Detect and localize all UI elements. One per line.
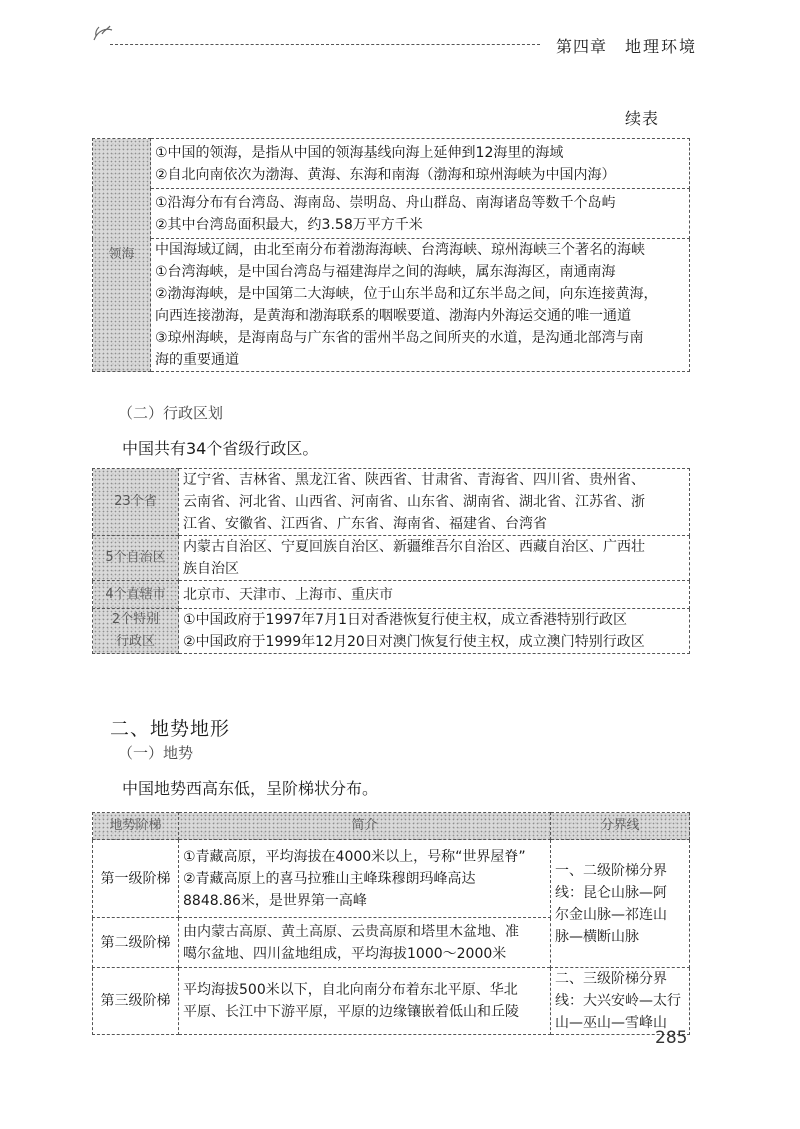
admin-paragraph: 中国共有34个省级行政区。: [122, 439, 319, 458]
provinces-list: [179, 469, 690, 536]
text-line: 8848.86米，是世界第一高峰: [183, 892, 367, 909]
text-line: 由内蒙古高原、黄土高原、云贵高原和塔里木盆地、准: [183, 923, 519, 940]
text-line: ①台湾海峡，是中国台湾岛与福建海岸之间的海峡，属东海海区，南通南海: [155, 264, 616, 280]
sar-label: [93, 609, 179, 654]
second-step-label: 第二级阶梯: [93, 918, 179, 968]
first-step-label: 第一级阶梯: [93, 840, 179, 918]
text-line: ②其中台湾岛面积最大，约3.58万平方千米: [155, 216, 423, 233]
municipalities-list: [179, 581, 690, 609]
table1-row-islands: [151, 189, 690, 239]
text-line: 噶尔盆地、四川盆地组成，平均海拔1000～2000米: [183, 945, 507, 962]
autonomous-regions-label: 5个自治区: [93, 536, 179, 581]
table-continued-label: 续表: [625, 109, 660, 128]
text-line: ②渤海海峡，是中国第二大海峡，位于山东半岛和辽东半岛之间，向东连接黄海，: [155, 286, 658, 302]
text-line: ②青藏高原上的喜马拉雅山主峰珠穆朗玛峰高达: [183, 870, 476, 887]
terrain-subheading: （一）地势: [118, 744, 194, 762]
table1-side-label: 领海: [93, 139, 151, 372]
territorial-sea-table: [92, 138, 690, 372]
text-line: 线：昆仑山脉—阿: [555, 884, 667, 901]
autonomous-regions-list: [179, 536, 690, 581]
text-line: 二、三级阶梯分界: [555, 971, 667, 987]
text-line: ①青藏高原，平均海拔在4000米以上，号称“世界屋脊”: [183, 848, 526, 865]
text-line: ①中国政府于1997年7月1日对香港恢复行使主权，成立香港特别行政区: [183, 612, 627, 628]
chapter-title: 地理环境: [625, 37, 698, 56]
text-line: ②自北向南依次为渤海、黄海、东海和南海（渤海和琼州海峡为中国内海）: [155, 166, 616, 183]
text-line: 尔金山脉—祁连山: [555, 906, 667, 923]
header-step: 地势阶梯: [93, 813, 179, 840]
text-line: 山—巫山—雪峰山: [555, 1015, 667, 1031]
terrain-steps-table: [92, 812, 690, 1035]
text-line: 江省、安徽省、江西省、广东省、海南省、福建省、台湾省: [183, 516, 547, 532]
second-step-intro: [179, 918, 551, 968]
text-line: 内蒙古自治区、宁夏回族自治区、新疆维吾尔自治区、西藏自治区、广西壮: [183, 539, 645, 555]
terrain-paragraph: 中国地势西高东低，呈阶梯状分布。: [122, 779, 379, 798]
text-line: 脉—横断山脉: [555, 928, 639, 945]
terrain-heading: 二、地势地形: [110, 718, 231, 740]
text-line: 云南省、河北省、山西省、河南省、山东省、湖南省、湖北省、江苏省、浙: [183, 494, 645, 510]
table1-row-straits: [151, 239, 690, 372]
chapter-label: 第四章: [556, 37, 608, 56]
text-line: 族自治区: [183, 561, 239, 577]
text-line: 向西连接渤海，是黄海和渤海联系的咽喉要道、渤海内外海运交通的唯一通道: [155, 308, 631, 324]
text-line: 辽宁省、吉林省、黑龙江省、陕西省、甘肃省、青海省、四川省、贵州省、: [183, 472, 645, 488]
text-line: 线：大兴安岭—太行: [555, 993, 681, 1009]
text-line: ②中国政府于1999年12月20日对澳门恢复行使主权，成立澳门特别行政区: [183, 634, 645, 650]
boundary-2-3: [551, 968, 690, 1035]
table1-row-sea-definition: [151, 139, 690, 189]
header-intro: 简介: [179, 813, 551, 840]
text-line: 北京市、天津市、上海市、重庆市: [183, 586, 393, 603]
header-boundary: 分界线: [551, 813, 690, 840]
label-line: 行政区: [115, 634, 155, 649]
third-step-intro: [179, 968, 551, 1035]
boundary-1-2: [551, 840, 690, 968]
text-line: 海的重要通道: [155, 352, 239, 368]
sar-list: [179, 609, 690, 654]
first-step-intro: [179, 840, 551, 918]
text-line: 平均海拔500米以下，自北向南分布着东北平原、华北: [183, 982, 518, 998]
municipalities-label: 4个直辖市: [93, 581, 179, 609]
label-line: 2个特别: [111, 612, 160, 627]
header-divider: [110, 44, 540, 45]
text-line: ①沿海分布有台湾岛、海南岛、崇明岛、舟山群岛、南海诸岛等数千个岛屿: [155, 194, 616, 211]
page-number: 285: [655, 1028, 688, 1048]
third-step-label: 第三级阶梯: [93, 968, 179, 1035]
provinces-label: 23个省: [93, 469, 179, 536]
text-line: 一、二级阶梯分界: [555, 862, 667, 879]
admin-divisions-table: [92, 468, 690, 654]
admin-subheading: （二）行政区划: [118, 404, 224, 422]
text-line: 平原、长江中下游平原，平原的边缘镶嵌着低山和丘陵: [183, 1004, 519, 1020]
text-line: ①中国的领海，是指从中国的领海基线向海上延伸到12海里的海域: [155, 144, 564, 161]
text-line: 中国海域辽阔，由北至南分布着渤海海峡、台湾海峡、琼州海峡三个著名的海峡: [155, 242, 645, 258]
text-line: ③琼州海峡，是海南岛与广东省的雷州半岛之间所夹的水道，是沟通北部湾与南: [155, 330, 644, 346]
leaf-logo-icon: [90, 24, 120, 44]
